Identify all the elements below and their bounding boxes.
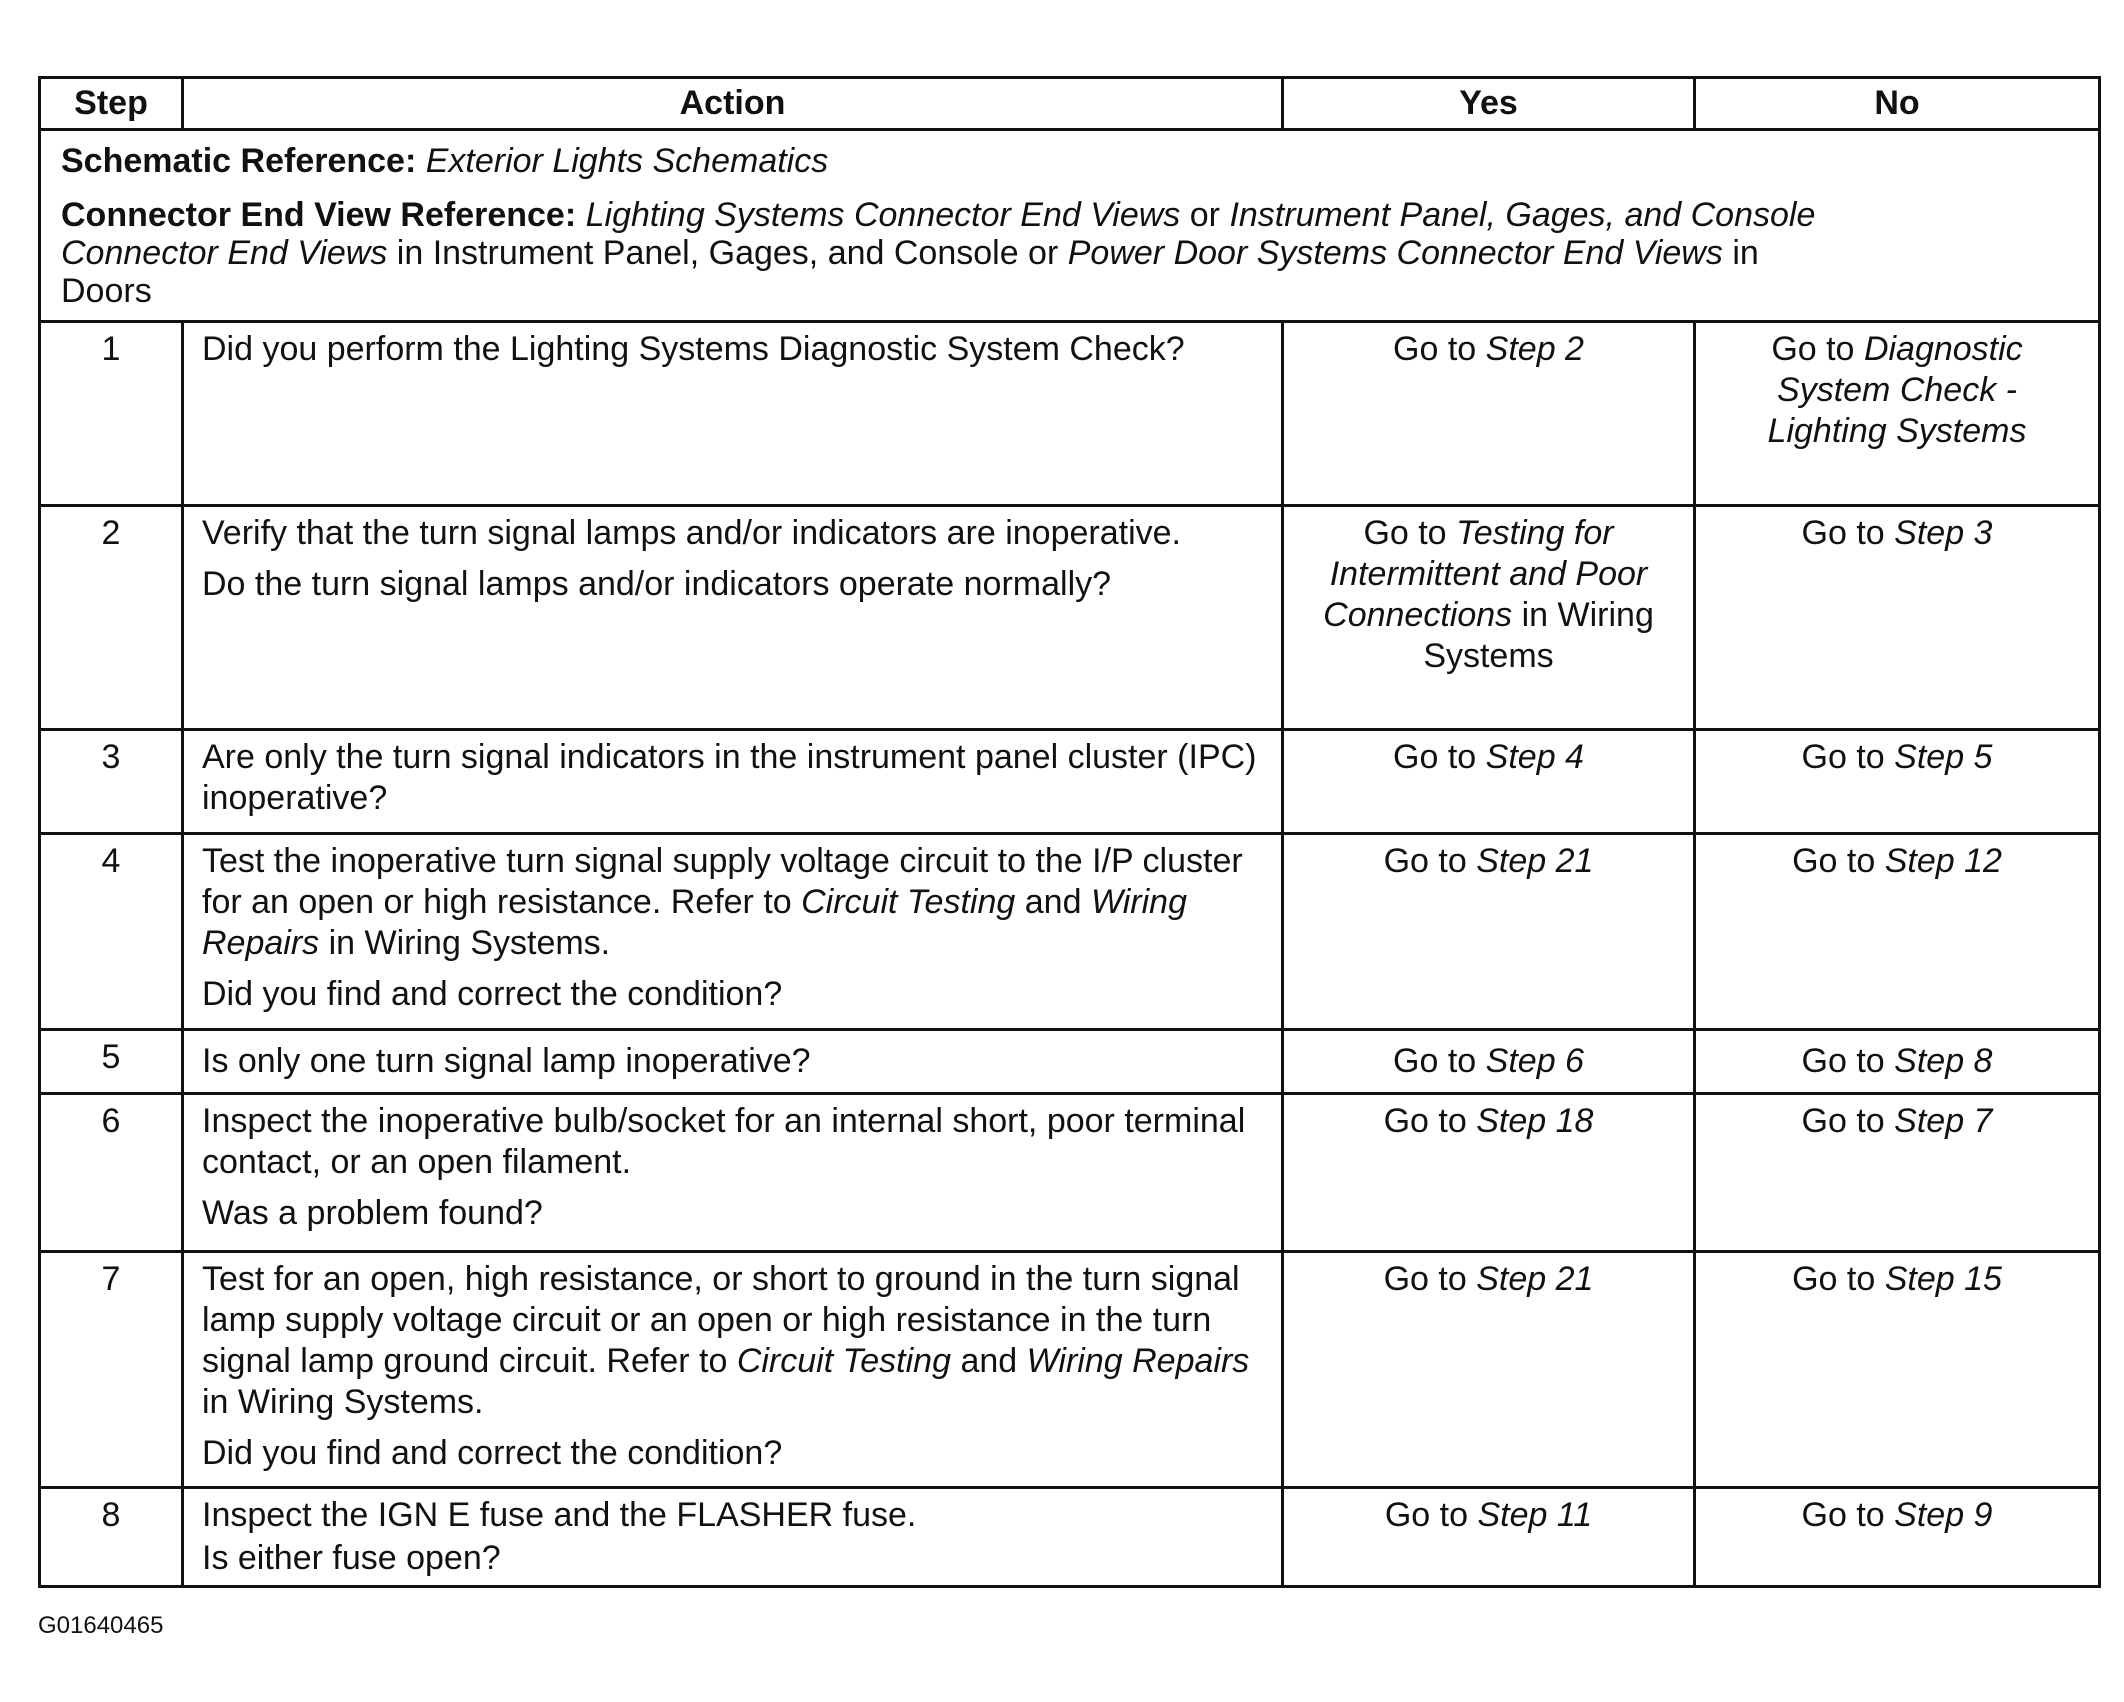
action-tail: in Wiring Systems. [328,924,611,962]
action-instruction [202,841,1263,964]
action-tail: in Wiring Systems. [202,1383,484,1421]
connector-reference-in-doors: in Doors [61,234,1759,310]
goto-text: Go to [1801,514,1885,552]
wiring-repairs-link[interactable]: Wiring Repairs [202,883,1187,962]
action-cell [183,1094,1283,1252]
header-step: Step [40,78,183,130]
action-question: Are only the turn signal indicators in the instrument panel cluster (IPC) inoperative? [202,738,1257,817]
step-number: 3 [40,730,183,834]
action-cell [183,834,1283,1030]
no-link[interactable]: Step 3 [1894,514,1993,552]
goto-text: Go to [1383,1260,1467,1298]
step-number: 4 [40,834,183,1030]
action-instruction [202,1259,1263,1423]
no-cell [1695,506,2100,730]
yes-cell [1283,1252,1695,1488]
no-link[interactable]: Step 8 [1894,1042,1993,1080]
action-question: Is only one turn signal lamp inoperative? [202,1042,811,1080]
yes-cell [1283,834,1695,1030]
yes-link[interactable]: Step 2 [1485,330,1584,368]
reference-cell [40,130,2100,322]
goto-text: Go to [1801,1042,1885,1080]
yes-cell [1283,1030,1695,1094]
goto-text: Go to [1393,738,1477,776]
action-instruction-text: Test the inoperative turn signal supply voltage circuit to the I/P cluster for an open or high resistance. Refer to [202,842,1243,921]
yes-link[interactable]: Step 18 [1476,1102,1594,1140]
no-cell [1695,1094,2100,1252]
goto-text: Go to [1801,738,1885,776]
step-number: 2 [40,506,183,730]
goto-text: Go to [1383,1102,1467,1140]
table-row [40,1030,2100,1094]
table-row [40,506,2100,730]
yes-cell [1283,1094,1695,1252]
goto-text: Go to [1801,1102,1885,1140]
action-question: Was a problem found? [202,1194,543,1232]
reference-row [40,130,2100,322]
no-link[interactable]: Step 9 [1894,1496,1993,1534]
yes-link-tail: in Wiring Systems [1423,596,1654,675]
connector-reference-link-ip[interactable]: Instrument Panel, Gages, and Console Connector End Views [61,196,1816,272]
action-cell [183,1488,1283,1587]
goto-text: Go to [1383,842,1467,880]
action-cell [183,506,1283,730]
table-row [40,1488,2100,1587]
action-question: Did you find and correct the condition? [202,1434,783,1472]
figure-id: G01640465 [38,1612,164,1639]
action-and: and [960,1342,1018,1380]
no-cell [1695,1488,2100,1587]
action-cell [183,322,1283,506]
table-row [40,730,2100,834]
yes-cell [1283,506,1695,730]
connector-reference-label: Connector End View Reference: [61,196,577,234]
goto-text: Go to [1393,330,1477,368]
action-question: Is either fuse open? [202,1539,501,1577]
step-number: 8 [40,1488,183,1587]
no-link[interactable]: Step 15 [1884,1260,2002,1298]
header-yes: Yes [1283,78,1695,130]
table-row [40,834,2100,1030]
no-cell [1695,1252,2100,1488]
table-row [40,1094,2100,1252]
header-action: Action [183,78,1283,130]
no-link[interactable]: Step 12 [1884,842,2002,880]
no-link[interactable]: Step 5 [1894,738,1993,776]
yes-link[interactable]: Step 21 [1476,842,1594,880]
action-instruction: Inspect the inoperative bulb/socket for an internal short, poor terminal contact, or an open filament. [202,1102,1246,1181]
header-no: No [1695,78,2100,130]
table-row [40,322,2100,506]
yes-link[interactable]: Step 4 [1485,738,1584,776]
no-cell [1695,834,2100,1030]
connector-reference [61,196,1841,310]
yes-link[interactable]: Step 21 [1476,1260,1594,1298]
yes-link[interactable]: Testing for Intermittent and Poor Connections [1323,514,1648,634]
action-cell [183,1252,1283,1488]
yes-link[interactable]: Step 11 [1477,1496,1593,1534]
action-cell [183,730,1283,834]
schematic-reference-label: Schematic Reference: [61,142,417,180]
step-number: 7 [40,1252,183,1488]
schematic-reference-link[interactable]: Exterior Lights Schematics [425,142,829,180]
connector-reference-link-doors[interactable]: Power Door Systems Connector End Views [1067,234,1723,272]
connector-reference-in-ip: in Instrument Panel, Gages, and Console or [396,234,1059,272]
goto-text: Go to [1363,514,1447,552]
goto-text: Go to [1792,1260,1876,1298]
yes-cell [1283,1488,1695,1587]
no-cell [1695,1030,2100,1094]
circuit-testing-link[interactable]: Circuit Testing [736,1342,951,1380]
goto-text: Go to [1393,1042,1477,1080]
yes-cell [1283,730,1695,834]
table-row [40,1252,2100,1488]
no-link[interactable]: Diagnostic System Check - Lighting Systems [1767,330,2027,450]
connector-reference-or: or [1189,196,1220,234]
action-instruction: Verify that the turn signal lamps and/or indicators are inoperative. [202,514,1181,552]
no-cell [1695,730,2100,834]
no-cell [1695,322,2100,506]
wiring-repairs-link[interactable]: Wiring Repairs [1026,1342,1250,1380]
goto-text: Go to [1384,1496,1469,1534]
connector-reference-link-lighting[interactable]: Lighting Systems Connector End Views [585,196,1181,234]
goto-text: Go to [1792,842,1876,880]
schematic-reference [61,141,2078,182]
circuit-testing-link[interactable]: Circuit Testing [801,883,1016,921]
table-header-row [40,78,2100,130]
action-question: Do the turn signal lamps and/or indicators operate normally? [202,565,1112,603]
goto-text: Go to [1771,330,1855,368]
action-question: Did you find and correct the condition? [202,975,783,1013]
step-number: 6 [40,1094,183,1252]
action-instruction: Inspect the IGN E fuse and the FLASHER fuse. [202,1496,917,1534]
action-question: Did you perform the Lighting Systems Diagnostic System Check? [202,330,1185,368]
no-link[interactable]: Step 7 [1894,1102,1993,1140]
action-and: and [1024,883,1082,921]
goto-text: Go to [1801,1496,1885,1534]
step-number: 1 [40,322,183,506]
yes-cell [1283,322,1695,506]
yes-link[interactable]: Step 6 [1485,1042,1584,1080]
diagnostic-table [38,76,2101,1588]
step-number: 5 [40,1030,183,1094]
action-instruction-text: Test for an open, high resistance, or short to ground in the turn signal lamp supply voltage circuit or an open or high resistance in the turn signal lamp ground circuit. Refer to [202,1260,1240,1380]
action-cell [183,1030,1283,1094]
